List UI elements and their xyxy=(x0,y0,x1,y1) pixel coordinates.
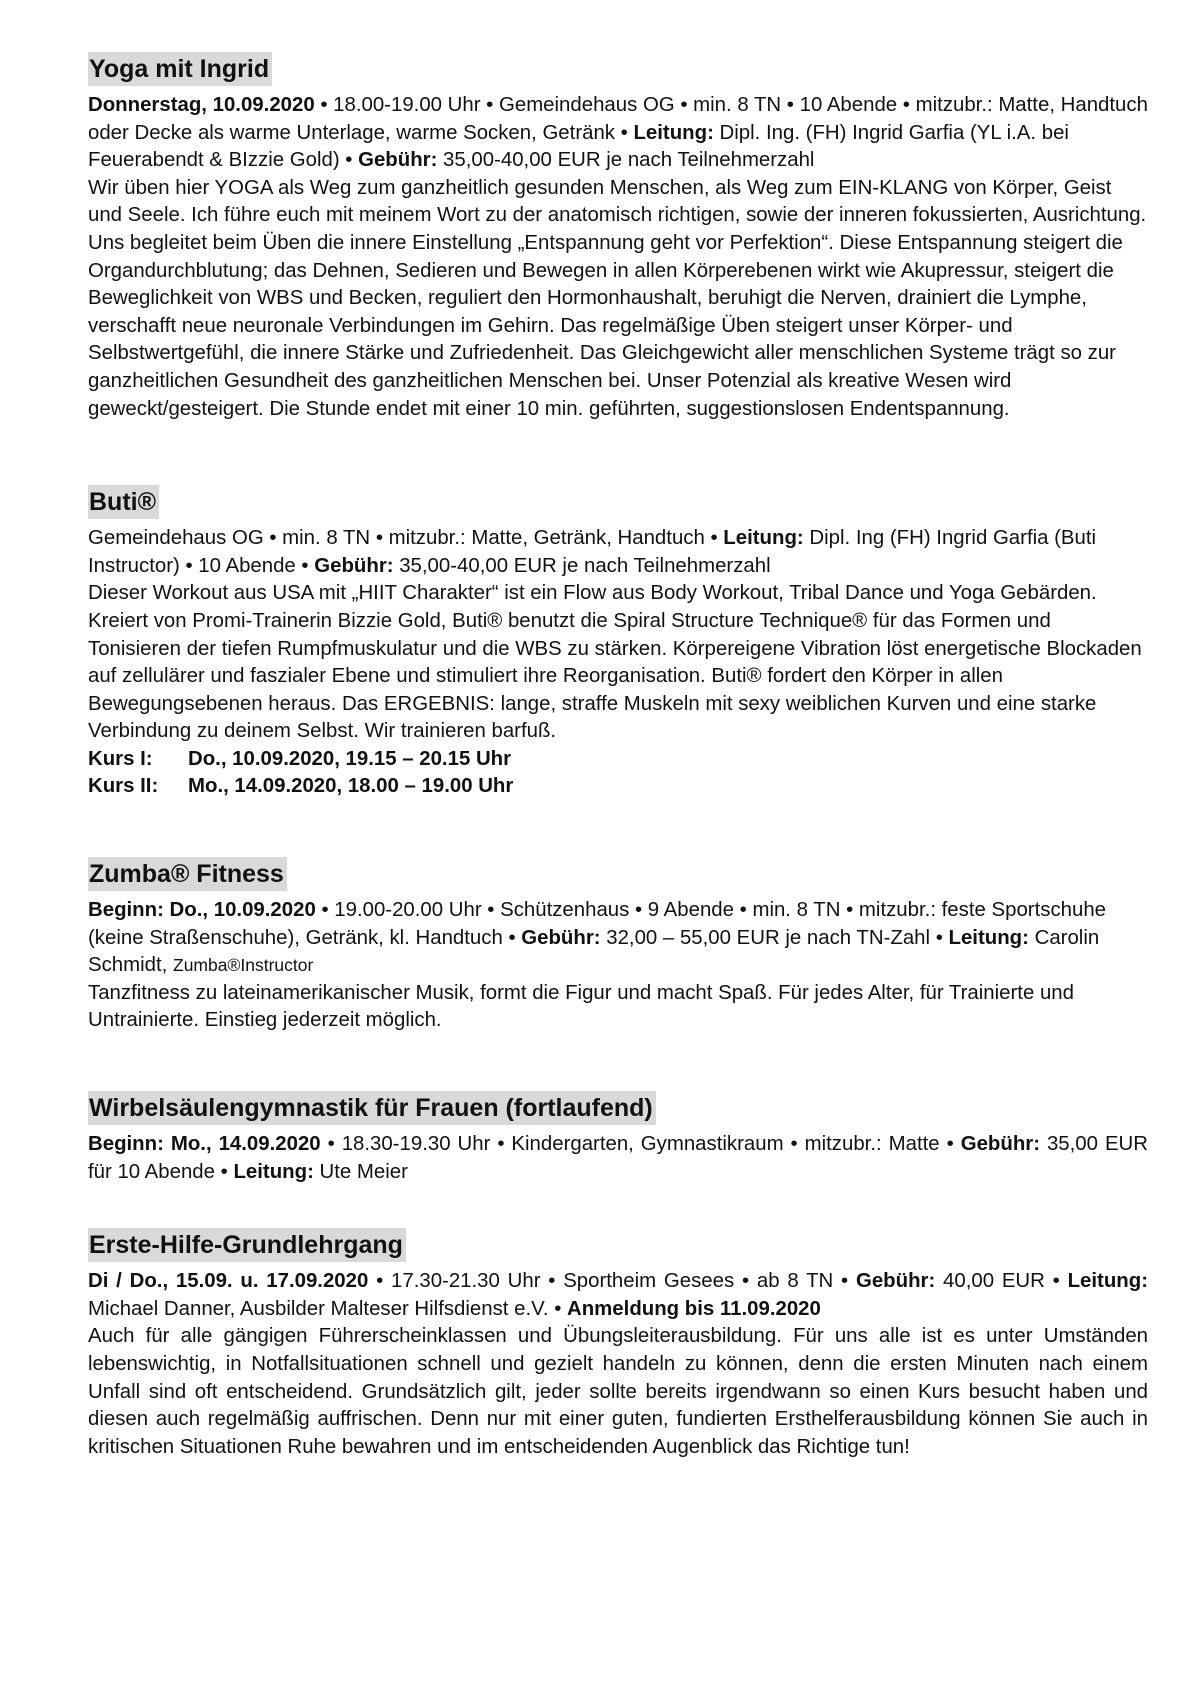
info-text: 40,00 EUR • xyxy=(935,1270,1068,1293)
info-text: Michael Danner, Ausbilder Malteser Hilfsdienst e.V. • xyxy=(88,1297,567,1320)
info-date: Di / Do., 15.09. u. 17.09.2020 xyxy=(88,1270,369,1293)
course-info xyxy=(88,1268,1148,1323)
section-heading: Buti® xyxy=(88,485,159,519)
section-body xyxy=(88,1268,1148,1461)
info-label-leitung: Leitung: xyxy=(948,926,1029,949)
section-body xyxy=(88,897,1148,1035)
document-page xyxy=(88,52,1148,1461)
info-text: • 17.30-21.30 Uhr • Sportheim Gesees • ab 8 TN • xyxy=(368,1270,856,1293)
info-label-gebuehr: Gebühr: xyxy=(960,1133,1040,1156)
course-label: Kurs II: xyxy=(88,775,159,798)
info-start: Beginn: Do., 10.09.2020 xyxy=(88,899,316,922)
course-description: Tanzfitness zu lateinamerikanischer Musik, formt die Figur und macht Spaß. Für jedes Alter, für Trainierte und Untrainierte. Einstieg jederzeit möglich. xyxy=(88,981,1074,1032)
info-start: Beginn: Mo., 14.09.2020 xyxy=(88,1133,321,1156)
course-datetime: Mo., 14.09.2020, 18.00 – 19.00 Uhr xyxy=(188,775,514,798)
info-instructor-title: Zumba®Instructor xyxy=(173,955,314,976)
course-description: Wir üben hier YOGA als Weg zum ganzheitlich gesunden Menschen, als Weg zum EIN-KLANG von Körper, Geist und Seele. Ich führe euch mit meinem Wort zu der anatomisch richtigen, sowie der inneren fokussierten, Ausrichtung. Uns begleitet beim Üben die innere Einstellung „Entspannung geht vor Perfektion“. Diese Entspannung steigert die Organdurchblutung; das Dehnen, Sedieren und Bewegen in allen Körperebenen wirkt wie Akupressur, steigert die Beweglichkeit von WBS und Becken, reguliert den Hormonhaushalt, beruhigt die Nerven, drainiert die Lymphe, verschafft neue neuronale Verbindungen im Gehirn. Das regelmäßige Üben steigert unser Körper- und Selbstwertgefühl, die innere Stärke und Zufriedenheit. Das Gleichgewicht aller menschlichen Systeme trägt so zur ganzheitlichen Gesundheit des ganzheitlichen Menschen bei. Unser Potenzial als kreative Wesen wird geweckt/gesteigert. Die Stunde endet mit einer 10 min. geführten, suggestionslosen Endentspannung. xyxy=(88,176,1147,420)
section-heading: Wirbelsäulengymnastik für Frauen (fortlaufend) xyxy=(88,1091,656,1125)
course-description: Auch für alle gängigen Führerscheinklassen und Übungsleiterausbildung. Für uns alle ist es unter Umständen lebenswichtig, in Notfallsituationen schnell und gezielt handeln zu können, denn die ersten Minuten nach einem Unfall sind oft entscheidend. Grundsätzlich gilt, jeder sollte bereits irgendwann so einen Kurs besucht haben und diesen auch regelmäßig auffrischen. Denn nur mit einer guten, fundierten Ersthelferausbildung können Sie auch in kritischen Situationen Ruhe bewahren und im entscheidenden Augenblick das Richtige tun! xyxy=(88,1325,1148,1458)
info-text: Carolin Schmidt, xyxy=(88,926,1100,977)
section-heading: Erste-Hilfe-Grundlehrgang xyxy=(88,1228,406,1262)
info-label-leitung: Leitung: xyxy=(1067,1270,1148,1293)
info-text: Dipl. Ing. (FH) Ingrid Garfia (YL i.A. bei Feuerabendt & BIzzie Gold) • xyxy=(88,121,1069,172)
course-info xyxy=(88,1131,1148,1186)
info-text: Ute Meier xyxy=(313,1160,408,1183)
course-datetime: Do., 10.09.2020, 19.15 – 20.15 Uhr xyxy=(188,747,512,770)
info-text: Gemeindehaus OG • min. 8 TN • mitzubr.: Matte, Getränk, Handtuch • xyxy=(88,527,724,550)
section-heading: Zumba® Fitness xyxy=(88,857,287,891)
info-text: • 18.00-19.00 Uhr • Gemeindehaus OG • min. 8 TN • 10 Abende • mitzubr.: Matte, Handtuch oder Decke als warme Unterlage, warme Socken, Getränk • xyxy=(88,94,1148,144)
course-info xyxy=(88,897,1148,980)
course-section-yoga xyxy=(88,52,1148,423)
course-label: Kurs I: xyxy=(88,747,153,770)
course-section-zumba xyxy=(88,857,1148,1035)
info-registration-deadline: Anmeldung bis 11.09.2020 xyxy=(567,1297,821,1320)
info-text: 35,00-40,00 EUR je nach Teilnehmerzahl xyxy=(437,149,815,172)
info-label-gebuehr: Gebühr: xyxy=(358,149,438,172)
course-section-buti xyxy=(88,485,1148,801)
section-body xyxy=(88,1131,1148,1186)
section-heading: Yoga mit Ingrid xyxy=(88,52,272,86)
info-text: Dipl. Ing (FH) Ingrid Garfia (Buti Instructor) • 10 Abende • xyxy=(88,527,1097,577)
course-schedule-1 xyxy=(88,746,1148,774)
course-section-erste-hilfe xyxy=(88,1228,1148,1461)
course-schedule-2 xyxy=(88,773,1148,801)
info-label-gebuehr: Gebühr: xyxy=(314,554,394,577)
section-body xyxy=(88,525,1148,801)
info-label-leitung: Leitung: xyxy=(633,121,714,144)
info-text: 32,00 – 55,00 EUR je nach TN-Zahl • xyxy=(600,926,949,949)
info-text: • 19.00-20.00 Uhr • Schützenhaus • 9 Abende • min. 8 TN • mitzubr.: feste Sportschuhe (keine Straßenschuhe), Getränk, kl. Handtuch • xyxy=(88,899,1107,949)
info-label-leitung: Leitung: xyxy=(233,1160,314,1183)
info-label-leitung: Leitung: xyxy=(723,527,804,550)
section-body xyxy=(88,92,1148,423)
info-text: 35,00 EUR für 10 Abende • xyxy=(88,1133,1148,1183)
course-section-wirbelsaeule xyxy=(88,1091,1148,1186)
course-info xyxy=(88,525,1148,580)
info-text: 35,00-40,00 EUR je nach Teilnehmerzahl xyxy=(393,554,771,577)
course-info xyxy=(88,92,1148,175)
info-text: • 18.30-19.30 Uhr • Kindergarten, Gymnastikraum • mitzubr.: Matte • xyxy=(320,1133,961,1156)
course-description: Dieser Workout aus USA mit „HIIT Charakter“ ist ein Flow aus Body Workout, Tribal Dance und Yoga Gebärden. Kreiert von Promi-Trainerin Bizzie Gold, Buti® benutzt die Spiral Structure Technique® für das Formen und Tonisieren der tiefen Rumpfmuskulatur und die WBS zu stärken. Körpereigene Vibration löst energetische Blockaden auf zellulärer und faszialer Ebene und stimuliert ihre Reorganisation. Buti® fordert den Körper in allen Bewegungsebenen heraus. Das ERGEBNIS: lange, straffe Muskeln mit sexy weiblichen Kurven und eine starke Verbindung zu deinem Selbst. Wir trainieren barfuß. xyxy=(88,582,1142,743)
info-label-gebuehr: Gebühr: xyxy=(521,926,601,949)
info-label-gebuehr: Gebühr: xyxy=(855,1270,936,1293)
info-date: Donnerstag, 10.09.2020 xyxy=(88,94,315,116)
